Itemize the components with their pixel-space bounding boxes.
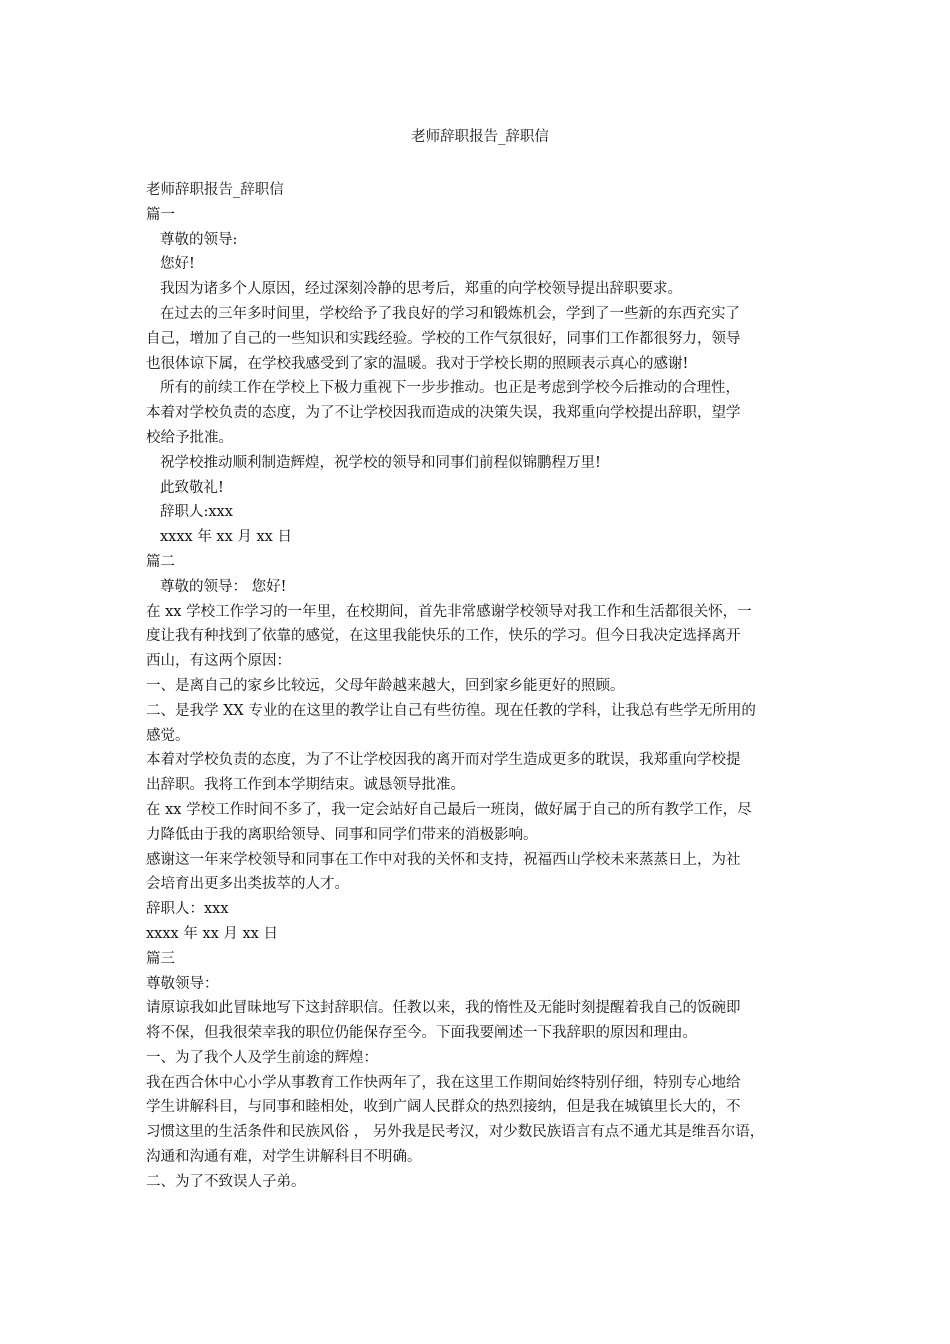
text-line: 自己，增加了自己的一些知识和实践经验。学校的工作气氛很好，同事们工作都很努力，领导 xyxy=(146,330,741,347)
text-line: 本着对学校负责的态度，为了不让学校因我的离开而对学生造成更多的耽误，我郑重向学校提 xyxy=(146,752,741,769)
text-line: 此致敬礼! xyxy=(160,479,224,496)
text-line: 尊敬的领导： 您好! xyxy=(160,578,287,595)
document-body xyxy=(146,178,814,1195)
text-line: 篇一 xyxy=(146,206,175,223)
text-line: 祝学校推动顺利制造辉煌，祝学校的领导和同事们前程似锦鹏程万里! xyxy=(160,454,601,471)
text-line: 篇三 xyxy=(146,950,175,967)
text-line: 请原谅我如此冒昧地写下这封辞职信。任教以来，我的惰性及无能时刻提醒着我自己的饭碗即 xyxy=(146,1000,741,1017)
text-line: 西山，有这两个原因： xyxy=(146,653,291,670)
text-line: 度让我有种找到了依靠的感觉，在这里我能快乐的工作，快乐的学习。但今日我决定选择离开 xyxy=(146,628,741,645)
text-line: 二、是我学 XX 专业的在这里的教学让自己有些彷徨。现在任教的学科，让我总有些学无所用的 xyxy=(146,702,756,719)
text-line: 我因为诸多个人原因，经过深刻冷静的思考后，郑重的向学校领导提出辞职要求。 xyxy=(160,281,682,298)
text-line: 校给予批准。 xyxy=(146,429,233,446)
text-line: 尊敬领导： xyxy=(146,975,219,992)
text-line: 本着对学校负责的态度，为了不让学校因我而造成的决策失误，我郑重向学校提出辞职，望学 xyxy=(146,405,741,422)
text-line: 在过去的三年多时间里，学校给予了我良好的学习和锻炼机会，学到了一些新的东西充实了 xyxy=(160,305,740,322)
text-line: 辞职人:xxx xyxy=(160,504,233,521)
text-line: 感觉。 xyxy=(146,727,190,744)
text-line: 老师辞职报告_辞职信 xyxy=(146,182,284,198)
text-line: 沟通和沟通有难，对学生讲解科目不明确。 xyxy=(146,1149,422,1166)
text-line: 在 xx 学校工作时间不多了，我一定会站好自己最后一班岗，做好属于自己的所有教学工作，尽 xyxy=(146,801,752,818)
text-line: 习惯这里的生活条件和民族风俗 ， 另外我是民考汉，对少数民族语言有点不通尤其是维吾尔语， xyxy=(146,1124,765,1141)
text-line: 将不保，但我很荣幸我的职位仍能保存至今。下面我要阐述一下我辞职的原因和理由。 xyxy=(146,1025,697,1042)
text-line: 您好! xyxy=(160,256,195,273)
text-line: 所有的前续工作在学校上下极力重视下一步步推动。也正是考虑到学校今后推动的合理性， xyxy=(160,380,740,397)
text-line: 感谢这一年来学校领导和同事在工作中对我的关怀和支持，祝福西山学校未来蒸蒸日上，为社 xyxy=(146,851,741,868)
text-line: 出辞职。我将工作到本学期结束。诚恳领导批准。 xyxy=(146,777,465,794)
text-line: xxxx 年 xx 月 xx 日 xyxy=(146,925,278,942)
text-line: 辞职人：xxx xyxy=(146,901,229,918)
document-title: 老师辞职报告_辞职信 xyxy=(411,129,549,145)
text-line: 尊敬的领导: xyxy=(160,231,238,248)
text-line: 学生讲解科目，与同事和睦相处，收到广阔人民群众的热烈接纳，但是我在城镇里长大的，不 xyxy=(146,1099,741,1116)
text-line: 也很体谅下属，在学校我感受到了家的温暖。我对于学校长期的照顾表示真心的感谢! xyxy=(146,355,689,372)
text-line: 一、为了我个人及学生前途的辉煌： xyxy=(146,1049,378,1066)
text-line: 力降低由于我的离职给领导、同事和同学们带来的消极影响。 xyxy=(146,826,538,843)
text-line: 会培育出更多出类拔萃的人才。 xyxy=(146,876,349,893)
text-line: 篇二 xyxy=(146,553,175,570)
text-line: xxxx 年 xx 月 xx 日 xyxy=(160,529,292,546)
text-line: 我在西合休中心小学从事教育工作快两年了，我在这里工作期间始终特别仔细，特别专心地给 xyxy=(146,1074,741,1091)
text-line: 在 xx 学校工作学习的一年里，在校期间，首先非常感谢学校领导对我工作和生活都很关怀，一 xyxy=(146,603,752,620)
text-line: 一、是离自己的家乡比较远，父母年龄越来越大，回到家乡能更好的照顾。 xyxy=(146,677,625,694)
text-line: 二、为了不致误人子弟。 xyxy=(146,1173,306,1190)
